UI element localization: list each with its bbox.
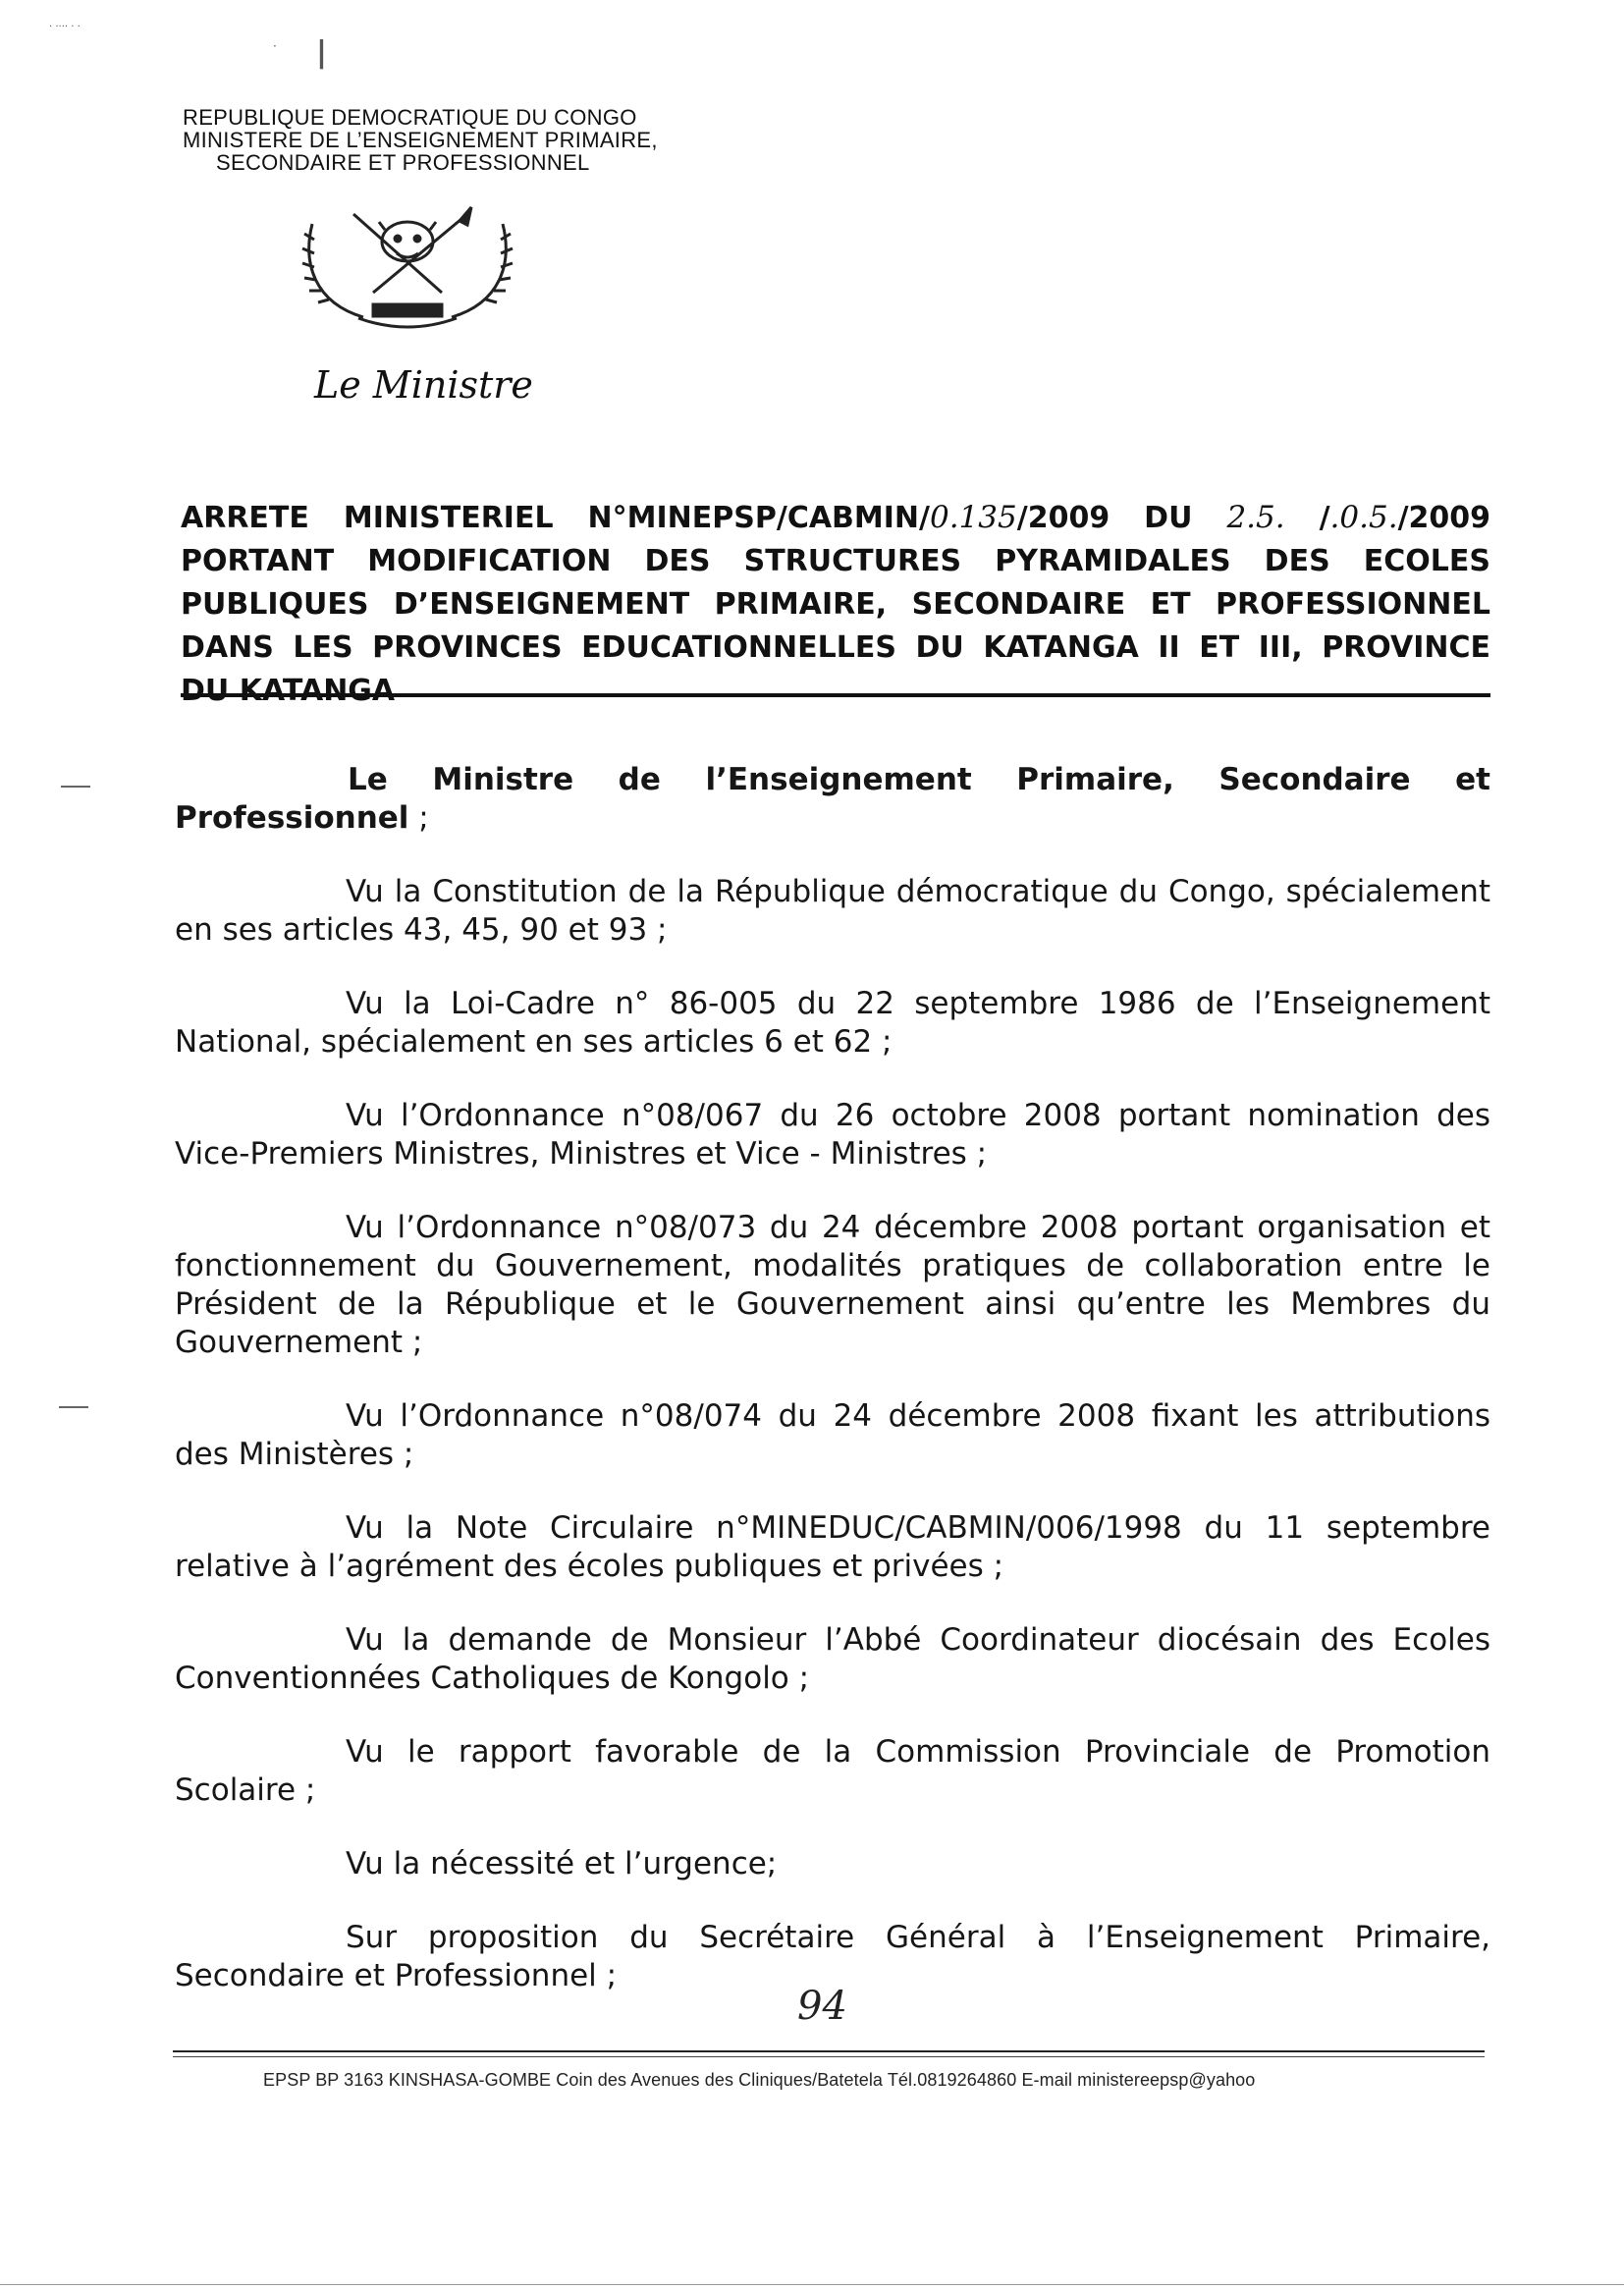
issuer-statement: Le Ministre de l’Enseignement Primaire, Secondaire et Professionnel ; [175,762,1490,836]
scan-artifact: · ···· · · [49,22,81,32]
decree-reference: ARRETE MINISTERIEL N°MINEPSP/CABMIN/0.135/2009 DU 2.5. /.0.5./2009 [181,500,1491,535]
decree-title-line: DU KATANGA [181,674,396,708]
decree-month: .0.5. [1329,500,1398,535]
recital-demande: Vu la demande de Monsieur l’Abbé Coordinateur diocésain des Ecoles Conventionnées Catholiques de Kongolo ; [175,1622,1490,1696]
decree-title-line: DANS LES PROVINCES EDUCATIONNELLES DU KATANGA II ET III, PROVINCE [181,630,1490,665]
page-initials: 94 [797,1984,847,2029]
footer-divider [173,2050,1485,2052]
decree-title [181,496,1490,713]
decree-title-line: PORTANT MODIFICATION DES STRUCTURES PYRAMIDALES DES ECOLES [181,544,1490,578]
scan-edge [0,2284,1624,2285]
decree-title-line: PUBLIQUES D’ENSEIGNEMENT PRIMAIRE, SECONDAIRE ET PROFESSIONNEL [181,587,1490,622]
recital-constitution: Vu la Constitution de la République démocratique du Congo, spécialement en ses articles 43, 45, 90 et 93 ; [175,874,1490,948]
scan-artifact: | [316,35,327,70]
decree-day: 2.5. [1226,500,1285,535]
recital-ordonnance-074: Vu l’Ordonnance n°08/074 du 24 décembre 2008 fixant les attributions des Ministères ; [175,1398,1490,1472]
margin-mark [59,1406,88,1408]
recital-rapport: Vu le rapport favorable de la Commission Provinciale de Promotion Scolaire ; [175,1734,1490,1808]
letterhead [183,106,658,174]
margin-mark [61,786,90,788]
letterhead-ministry: MINISTERE DE L’ENSEIGNEMENT PRIMAIRE, [183,128,658,152]
title-divider [181,693,1490,697]
letterhead-country: REPUBLIQUE DEMOCRATIQUE DU CONGO [183,105,637,130]
decree-number: 0.135 [930,500,1017,535]
footer-divider [173,2056,1485,2057]
coat-of-arms-icon [295,194,520,342]
decree-body [175,761,1490,2031]
recital-loi-cadre: Vu la Loi-Cadre n° 86-005 du 22 septembre 1986 de l’Enseignement National, spécialement en ses articles 6 et 62 ; [175,986,1490,1060]
recital-ordonnance-073: Vu l’Ordonnance n°08/073 du 24 décembre 2008 portant organisation et fonctionnement du Gouvernement, modalités pratiques de collaboration entre le Président de la République et le Gouvernement ainsi qu’entre les Membres du Gouvernement ; [175,1210,1490,1360]
minister-signature: Le Ministre [314,363,533,407]
recital-ordonnance-067: Vu l’Ordonnance n°08/067 du 26 octobre 2008 portant nomination des Vice-Premiers Ministres, Ministres et Vice - Ministres ; [175,1098,1490,1172]
recital-urgence: Vu la nécessité et l’urgence; [346,1846,778,1881]
recital-note-circulaire: Vu la Note Circulaire n°MINEDUC/CABMIN/006/1998 du 11 septembre relative à l’agrément des écoles publiques et privées ; [175,1510,1490,1584]
scan-artifact: · [273,39,277,53]
footer-address: EPSP BP 3163 KINSHASA-GOMBE Coin des Avenues des Cliniques/Batetela Tél.0819264860 E-mail ministereepsp@yahoo [263,2070,1256,2090]
recital-proposition: Sur proposition du Secrétaire Général à l’Enseignement Primaire, Secondaire et Professionnel ; [175,1920,1490,1993]
letterhead-ministry-cont: SECONDAIRE ET PROFESSIONNEL [216,150,590,175]
